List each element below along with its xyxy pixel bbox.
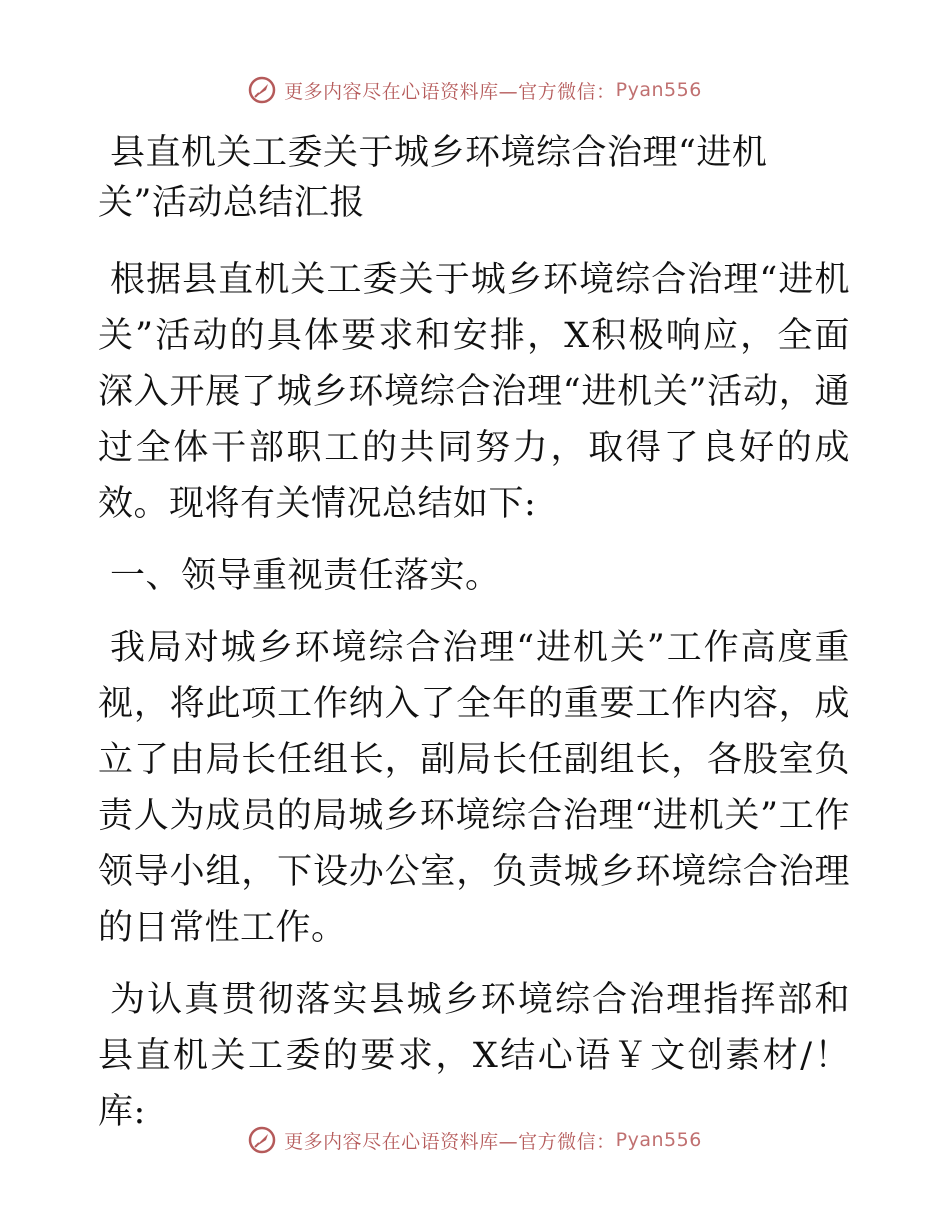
section-heading-1: 一、领导重视责任落实。 [110, 556, 501, 596]
watermark-text: 更多内容尽在心语资料库—官方微信： [284, 1130, 616, 1153]
watermark-wechat-id: Pyan556 [615, 79, 702, 101]
paragraph-implementation: 为认真贯彻落实县城乡环境综合治理指挥部和县直机关工委的要求，X结心语￥文创素材/！库: [98, 980, 850, 1132]
watermark-header [0, 70, 950, 110]
document-title [98, 128, 850, 228]
paragraph-intro: 根据县直机关工委关于城乡环境综合治理“进机关”活动的具体要求和安排，X积极响应，全面深入开展了城乡环境综合治理“进机关”活动，通过全体干部职工的共同努力，取得了良好的成效。现将有关情况总结如下: [98, 260, 850, 524]
paragraph-leadership: 我局对城乡环境综合治理“进机关”工作高度重视，将此项工作纳入了全年的重要工作内容，成立了由局长任组长，副局长任副组长，各股室负责人为成员的局城乡环境综合治理“进机关”工作领导小组，下设办公室，负责城乡环境综合治理的日常性工作。 [98, 628, 850, 948]
title-line-1: 县直机关工委关于城乡环境综合治理“进机 [110, 133, 768, 173]
quill-logo-icon [248, 1126, 276, 1154]
title-line-2: 关”活动总结汇报 [98, 183, 365, 223]
watermark-wechat-id: Pyan556 [615, 1129, 702, 1151]
watermark-footer [0, 1120, 950, 1160]
watermark-text: 更多内容尽在心语资料库—官方微信： [284, 80, 616, 103]
document-body [98, 128, 850, 1156]
quill-logo-icon [248, 76, 276, 104]
